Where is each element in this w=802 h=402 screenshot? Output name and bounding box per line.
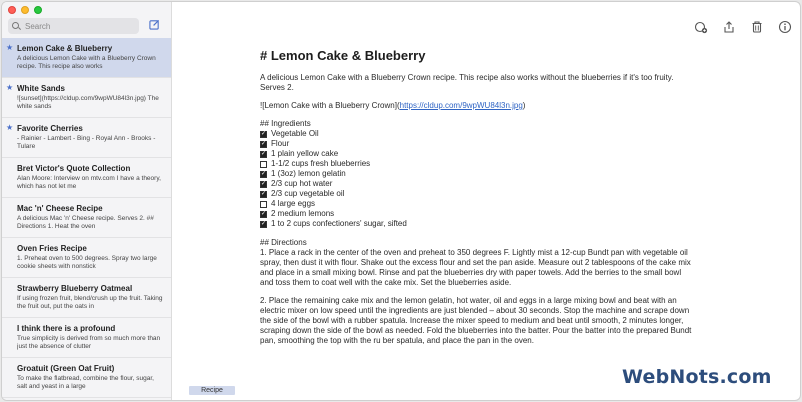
note-list-item[interactable] (2, 358, 171, 398)
note-title: Lemon Cake & Blueberry (17, 44, 113, 53)
note-title: I think there is a profound (17, 324, 116, 333)
checked-checkbox[interactable]: ✓ (260, 181, 267, 187)
checked-checkbox[interactable]: ✓ (260, 141, 267, 147)
checked-checkbox[interactable]: ✓ (260, 131, 267, 137)
compose-icon[interactable] (149, 19, 160, 30)
note-list-item[interactable] (2, 318, 171, 358)
ingredient-item (260, 209, 694, 219)
watermark-logo: WebNots.com (622, 366, 772, 388)
ingredient-item (260, 219, 694, 229)
note-intro: A delicious Lemon Cake with a Blueberry Crown recipe. This recipe also works without the blueberries if it's too fruity. Serves 2. (260, 73, 674, 92)
pin-icon: ★ (6, 43, 14, 52)
note-title: Bret Victor's Quote Collection (17, 164, 131, 173)
editor-toolbar (694, 20, 792, 34)
image-prefix: ![Lemon Cake with a Blueberry Crown]( (260, 101, 400, 110)
ingredient-item (260, 179, 694, 189)
direction-step-2: 2. Place the remaining cake mix and the lemon gelatin, hot water, oil and eggs in a large mixing bowl and beat with an electric mixer on low speed until the ingredients are just blended – about 30 seconds. Stop the machine and scrape down the side of the bowl with a rubber spatula. Increase the mixer speed to medium and beat until smooth, 2 minutes longer, scraping down the side of the bowl as needed. Fold the blueberries into the batter. Pour the batter into the prepared Bundt pan, smoothing the top with the ru ber spatula, and place the pan in the oven. (260, 296, 692, 345)
search-input[interactable] (25, 22, 125, 31)
note-title: Groatuit (Green Oat Fruit) (17, 364, 115, 373)
ingredient-text: 2/3 cup hot water (271, 179, 333, 188)
ingredient-text: 1-1/2 cups fresh blueberries (271, 159, 371, 168)
checked-checkbox[interactable]: ✓ (260, 171, 267, 177)
ingredient-text: 1 to 2 cups confectioners' sugar, sifted (271, 219, 407, 228)
note-title: Favorite Cherries (17, 124, 83, 133)
note-list-item[interactable] (2, 118, 171, 158)
ingredients-checklist (260, 129, 694, 229)
note-title: Strawberry Blueberry Oatmeal (17, 284, 133, 293)
checked-checkbox[interactable]: ✓ (260, 151, 267, 157)
note-list-item[interactable] (2, 278, 171, 318)
image-link[interactable]: https://cldup.com/9wpWU84l3n.jpg (399, 101, 523, 110)
sidebar (2, 2, 172, 400)
note-snippet: 1. Preheat oven to 500 degrees. Spray two large cookie sheets with nonstick (17, 255, 157, 270)
unchecked-checkbox[interactable] (260, 161, 267, 168)
info-icon[interactable] (778, 20, 792, 34)
note-title: White Sands (17, 84, 66, 93)
checked-checkbox[interactable]: ✓ (260, 221, 267, 227)
note-snippet: To make the flatbread, combine the flour, sugar, salt and yeast in a large (17, 375, 154, 390)
note-title: Oven Fries Recipe (17, 244, 87, 253)
close-window-button[interactable] (8, 6, 16, 14)
image-markdown (260, 101, 694, 111)
share-note-icon[interactable] (694, 20, 708, 34)
note-snippet: True simplicity is derived from so much more than just the absence of clutter (17, 335, 161, 350)
minimize-window-button[interactable] (21, 6, 29, 14)
notes-list (2, 38, 171, 398)
ingredient-text: Vegetable Oil (271, 129, 319, 138)
note-heading: # Lemon Cake & Blueberry (260, 48, 426, 63)
direction-step-1: 1. Place a rack in the center of the oven and preheat to 350 degrees F. Lightly mist a 12-cup Bundt pan with vegetable oil spray, then dust it with flour. Shake out the excess flour and set the pan aside. Measure out 2 tablespoons of the cake mix and place in a small mixing bowl. Rinse and pat the blueberries dry with paper towels. Add the berries to the small bowl and toss them to coat well with the cake mix. Set the blueberries aside. (260, 248, 691, 287)
ingredient-item (260, 139, 694, 149)
note-snippet: A delicious Lemon Cake with a Blueberry Crown recipe. This recipe also works (17, 55, 156, 70)
ingredient-text: 4 large eggs (271, 199, 316, 208)
ingredient-item (260, 169, 694, 179)
trash-icon[interactable] (750, 20, 764, 34)
pin-icon: ★ (6, 83, 14, 92)
window-controls (8, 6, 42, 14)
note-snippet: ![sunset](https://cldup.com/9wpWU84l3n.jpg) The white sands (17, 95, 159, 110)
ingredient-text: 1 (3oz) lemon gelatin (271, 169, 346, 178)
ingredient-item (260, 189, 694, 199)
note-snippet: - Rainier - Lambert - Bing - Royal Ann - Brooks - Tulare (17, 135, 156, 150)
ingredient-item (260, 149, 694, 159)
image-suffix: ) (522, 101, 526, 110)
app-window (1, 1, 801, 401)
ingredient-text: 2 medium lemons (271, 209, 335, 218)
zoom-window-button[interactable] (34, 6, 42, 14)
note-list-item[interactable] (2, 78, 171, 118)
tag-recipe[interactable]: Recipe (189, 386, 235, 395)
note-title: Mac 'n' Cheese Recipe (17, 204, 103, 213)
pin-icon: ★ (6, 123, 14, 132)
note-list-item[interactable] (2, 198, 171, 238)
directions-heading: ## Directions (260, 238, 307, 247)
checked-checkbox[interactable]: ✓ (260, 211, 267, 217)
ingredient-text: 1 plain yellow cake (271, 149, 339, 158)
note-snippet: Alan Moore: Interview on mtv.com I have a theory, which has not let me (17, 175, 161, 190)
note-snippet: A delicious Mac 'n' Cheese recipe. Serves 2. ## Directions 1. Heat the oven (17, 215, 154, 230)
note-list-item[interactable] (2, 238, 171, 278)
ingredient-text: Flour (271, 139, 290, 148)
note-snippet: If using frozen fruit, blend/crush up the fruit. Taking the fruit out, put the oats in (17, 295, 163, 310)
ingredients-heading: ## Ingredients (260, 119, 311, 128)
ingredient-text: 2/3 cup vegetable oil (271, 189, 345, 198)
ingredient-item (260, 159, 694, 169)
checked-checkbox[interactable]: ✓ (260, 191, 267, 197)
ingredient-item (260, 129, 694, 139)
note-list-item[interactable] (2, 38, 171, 78)
unchecked-checkbox[interactable] (260, 201, 267, 208)
ingredient-item (260, 199, 694, 209)
note-list-item[interactable] (2, 158, 171, 198)
search-field[interactable] (8, 18, 139, 34)
note-editor[interactable] (260, 48, 694, 373)
search-icon (12, 22, 21, 31)
export-icon[interactable] (722, 20, 736, 34)
